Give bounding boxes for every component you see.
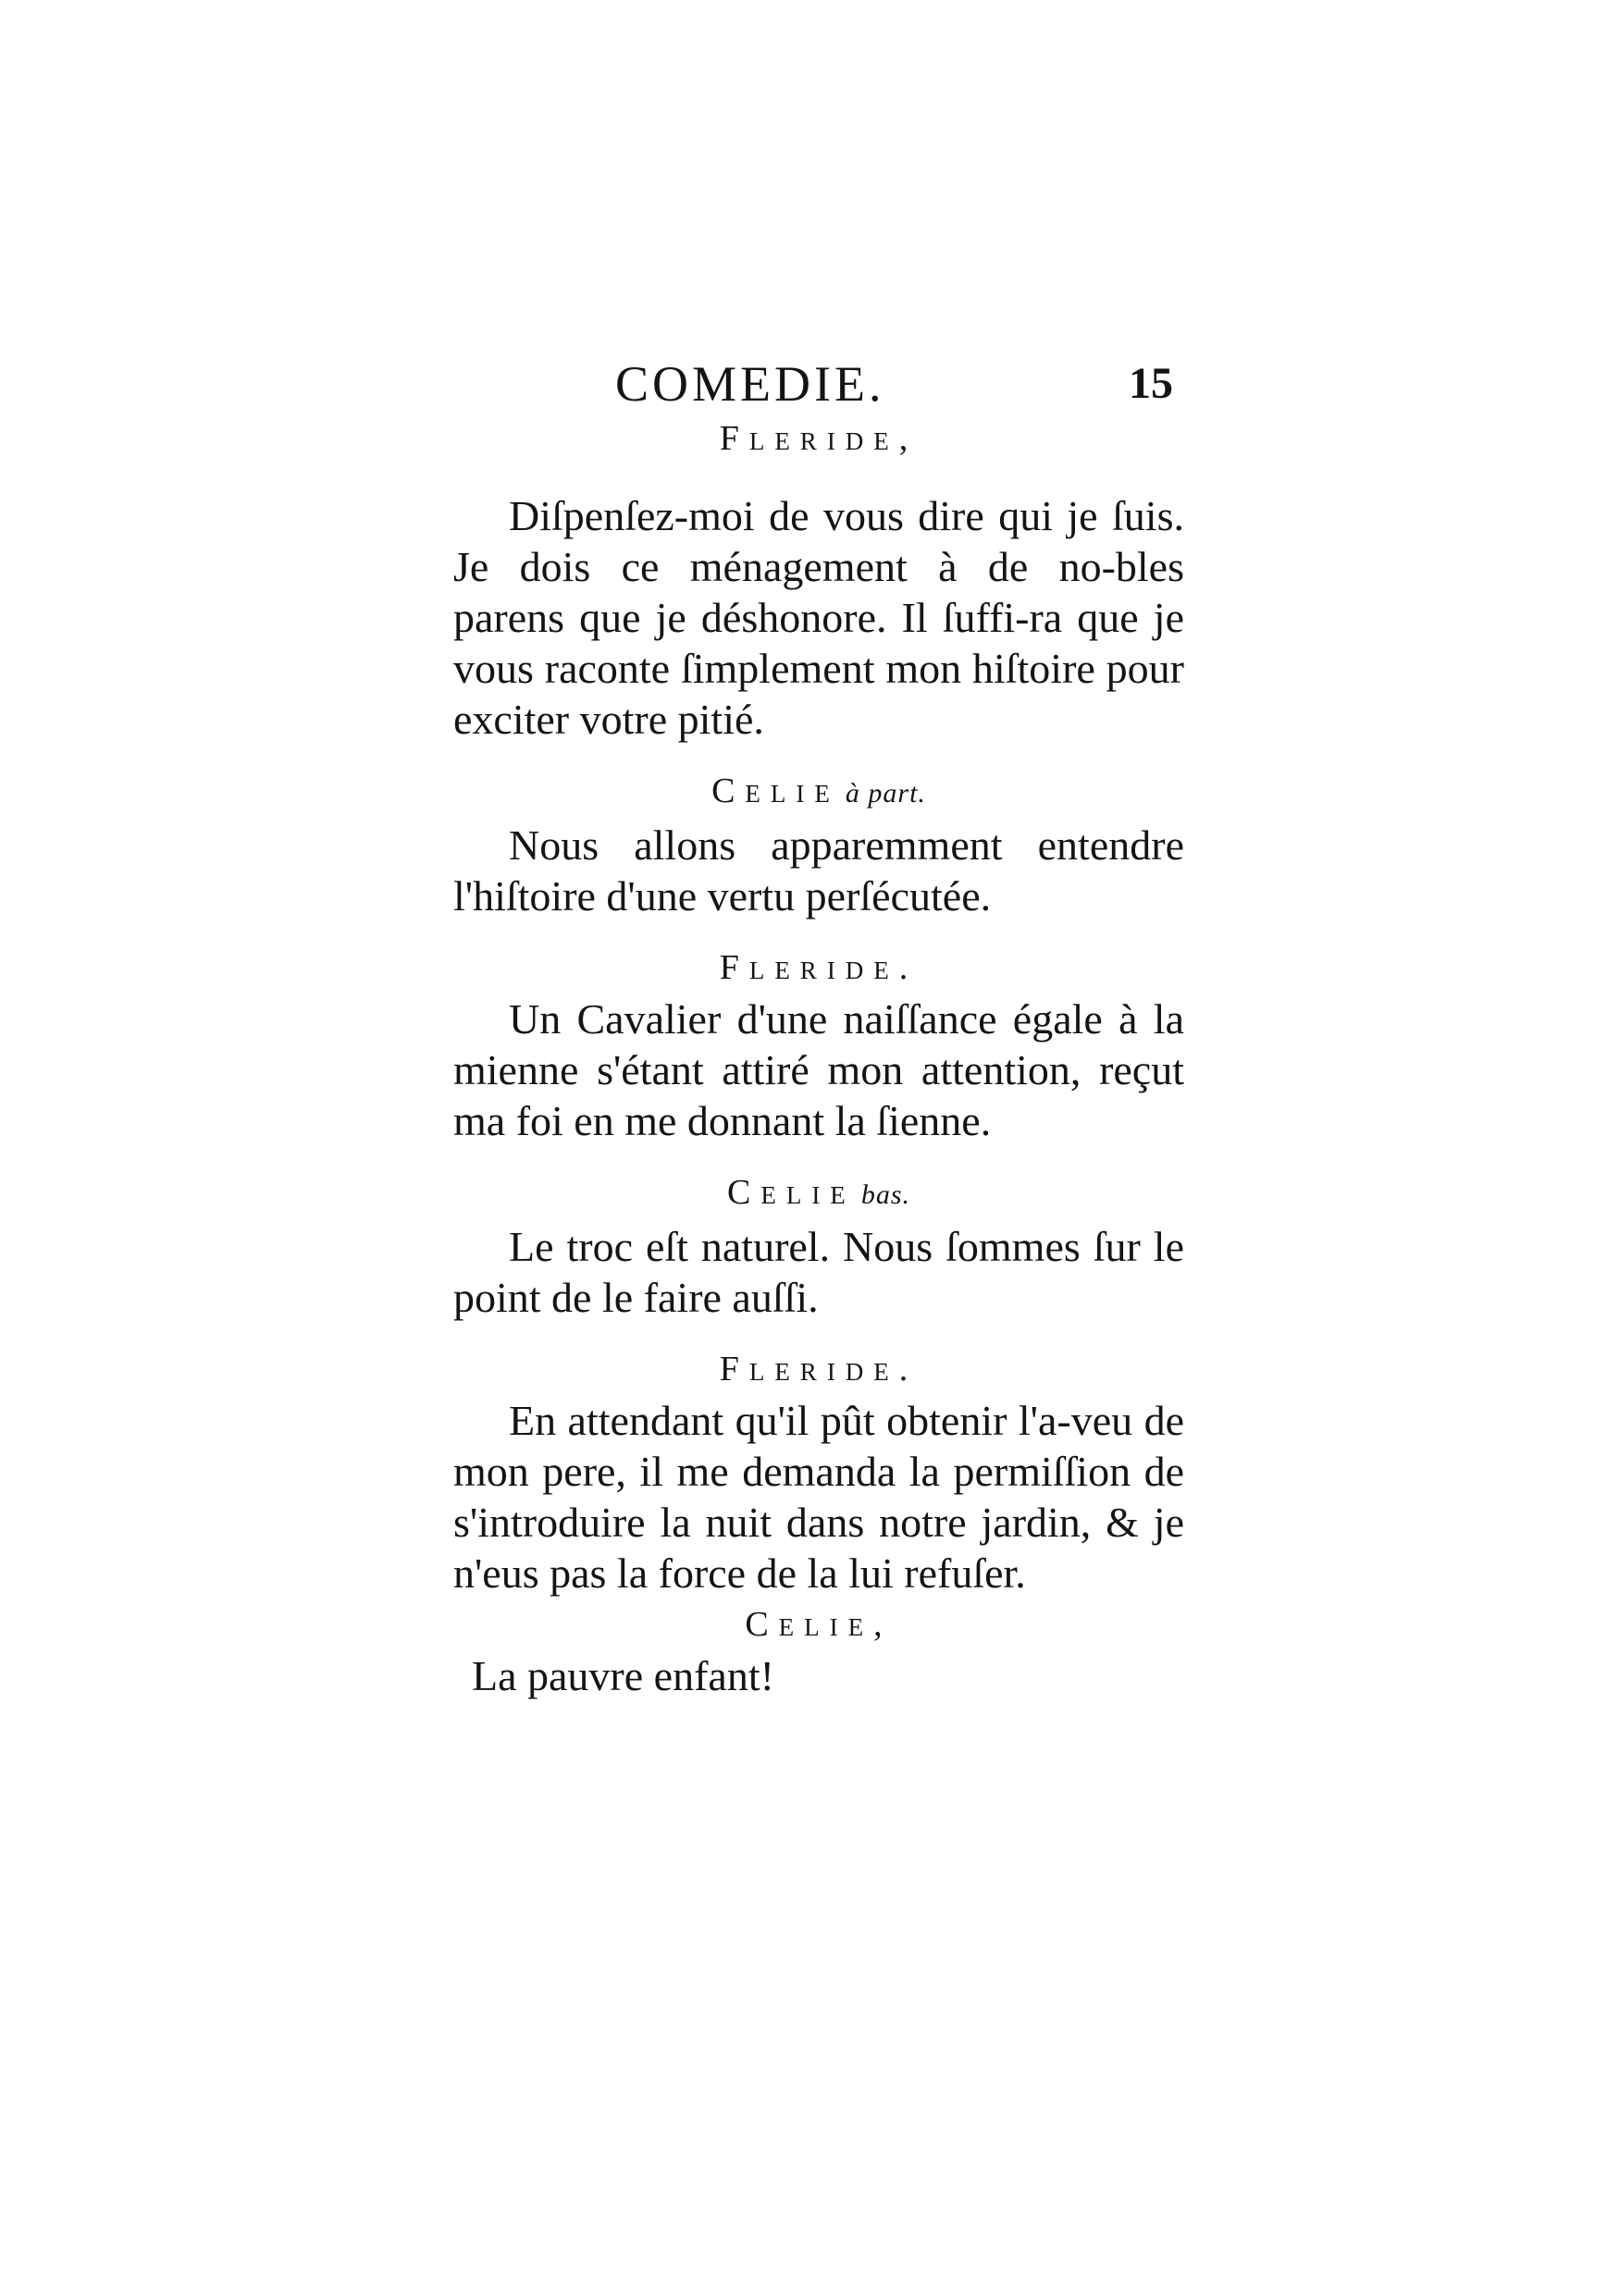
speech-line: hiſtoire pour exciter votre pitié. [453,645,1184,743]
speaker-name: Fleride. [719,948,919,987]
speech-line: reçut ma foi en me donnant la ſienne. [453,1046,1184,1144]
speech-line: Le troc eſt naturel. Nous ſommes [509,1223,1081,1270]
speaker-heading [453,413,1184,464]
speaker-name: Celie, [745,1605,893,1644]
text-block [453,352,1184,1701]
speech-paragraph [453,1221,1184,1323]
speech-line: Un Cavalier d'une naiſſance égale à [509,995,1138,1043]
speech-paragraph [453,820,1184,921]
speaker-heading [453,1343,1184,1395]
speech-line: En attendant qu'il pût obtenir l'a- [509,1397,1071,1444]
speech-line: bles parens que je déshonore. Il ſuffi- [453,543,1184,641]
speech-line: l'hiſtoire d'une vertu perſécutée. [453,872,992,920]
speech-line: ſur le point de le faire auſſi. [453,1223,1185,1321]
speaker-heading [453,765,1184,820]
speaker-heading [453,1599,1184,1650]
speech-line: notre jardin, & je n'eus pas la force [453,1499,1184,1597]
page-number: 15 [1129,359,1173,408]
speaker-name: Fleride. [719,1350,919,1389]
speech-line: ra que je vous raconte ſimplement mon [453,594,1184,692]
speech-line: veu de mon pere, il me demanda la [453,1397,1184,1495]
speaker-name: Celie [711,772,840,810]
speech-line: Nous allons apparemment entendre [509,821,1184,869]
speech-paragraph [453,994,1184,1146]
speech-line: Diſpenſez-moi de vous dire qui je [509,492,1098,539]
speech-line: ſuis. Je dois ce ménagement à de no- [453,492,1184,590]
speech-paragraph [453,490,1184,745]
running-title: COMEDIE. [615,356,885,412]
speaker-heading [453,1167,1184,1221]
stage-direction: bas. [860,1179,910,1210]
speaker-name: Fleride, [719,419,919,458]
speech-line: permiſſion de s'introduire la nuit dans [453,1448,1185,1546]
stage-direction: à part. [845,778,926,809]
speech-line: La pauvre enfant! [472,1652,774,1699]
speech-line: de la lui refuſer. [756,1549,1026,1597]
speech-line: la mienne s'étant attiré mon attention, [453,995,1184,1093]
speaker-heading [453,942,1184,994]
speaker-name: Celie [726,1173,856,1212]
running-head [453,352,1184,416]
speech-paragraph [453,1650,1184,1701]
speech-paragraph [453,1395,1184,1599]
